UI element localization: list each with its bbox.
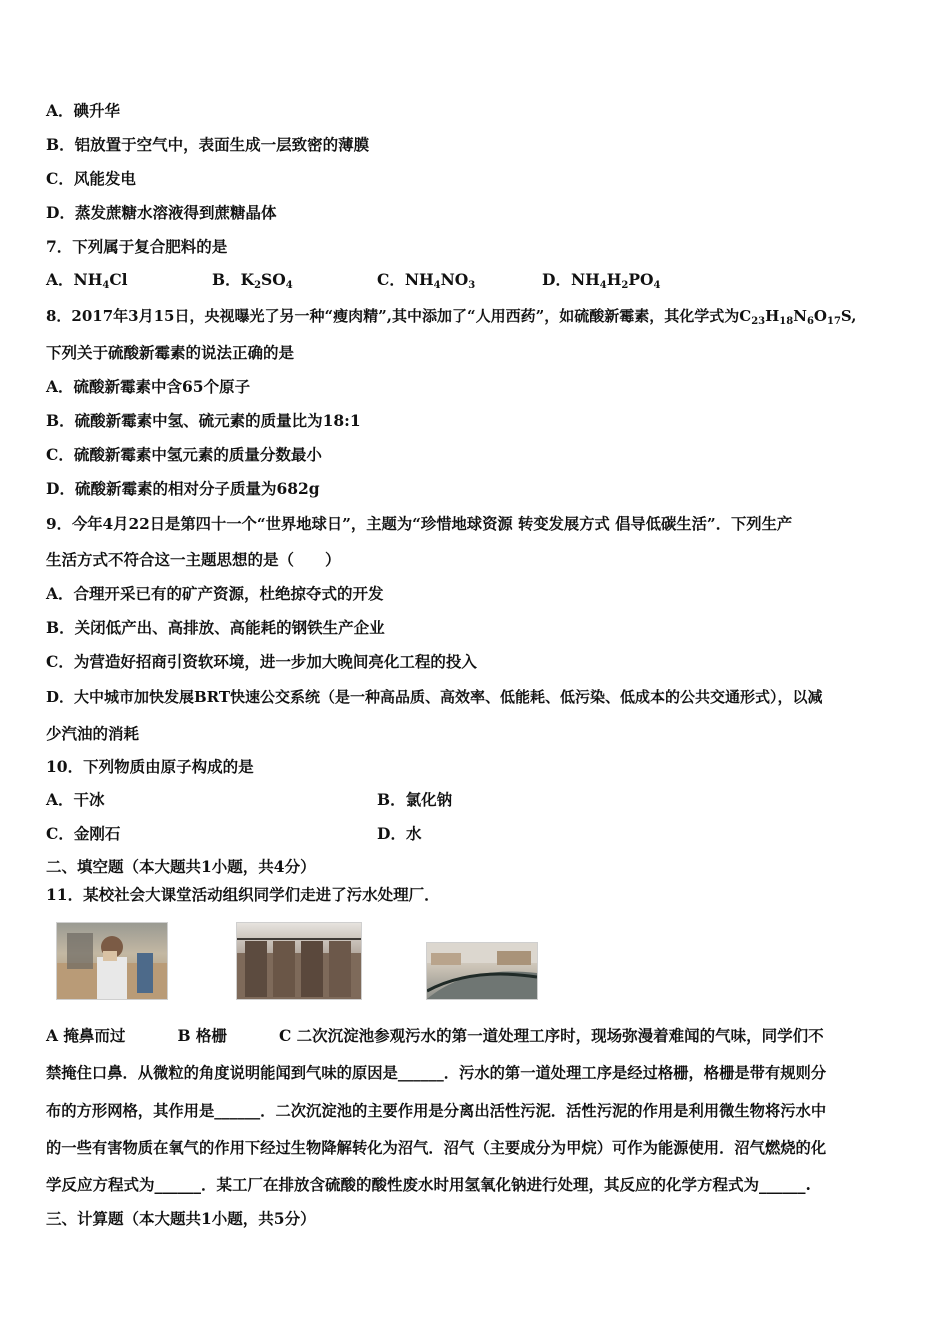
q7-option-c: C．$NH_4NO_3$ xyxy=(377,270,476,291)
photo-grille xyxy=(236,922,362,1000)
photo-caption-a: A 掩鼻而过 xyxy=(46,1026,126,1045)
q11-line-2: 禁掩住口鼻．从微粒的角度说明能闻到气味的原因是______．污水的第一道处理工序是经过格栅，格栅是带有规则分 xyxy=(46,1064,827,1082)
q10-option-b: B．氯化钠 xyxy=(377,790,453,809)
section-2-heading: 二、填空题（本大题共1小题，共4分） xyxy=(46,857,316,876)
q10-option-c: C．金刚石 xyxy=(46,824,121,843)
q6-option-c: C．风能发电 xyxy=(46,169,136,188)
person-illustration xyxy=(57,923,167,999)
q7-option-b: B．$K_2SO_4$ xyxy=(212,270,293,291)
q8-stem: 8．2017年3月15日，央视曝光了另一种“瘦肉精”,其中添加了“人用西药”，如硫酸新霉素，其化学式为$C_{23}H_{18}N_6O_{17}S$, xyxy=(46,307,857,327)
photo-caption-b: B 格栅 xyxy=(177,1026,227,1045)
q6-option-a: A．碘升华 xyxy=(46,101,121,120)
section-3-heading: 三、计算题（本大题共1小题，共5分） xyxy=(46,1209,316,1228)
q11-line-3: 布的方形网格，其作用是______．二次沉淀池的主要作用是分离出活性污泥．活性污泥的作用是利用微生物将污水中 xyxy=(46,1102,827,1120)
q10-option-a: A．干冰 xyxy=(46,790,105,809)
q8-option-d: D．硫酸新霉素的相对分子质量为682g xyxy=(46,479,320,498)
tank-illustration xyxy=(427,943,537,999)
q6-option-d: D．蒸发蔗糖水溶液得到蔗糖晶体 xyxy=(46,203,277,222)
grille-illustration xyxy=(237,923,361,999)
q8-option-b: B．硫酸新霉素中氢、硫元素的质量比为18:1 xyxy=(46,411,361,430)
q7-stem: 7．下列属于复合肥料的是 xyxy=(46,237,228,256)
q11-line-4: 的一些有害物质在氧气的作用下经过生物降解转化为沼气．沼气（主要成分为甲烷）可作为能源使用．沼气燃烧的化 xyxy=(46,1139,827,1157)
photo-cover-nose xyxy=(56,922,168,1000)
q11-line-1: A 掩鼻而过 B 格栅 C 二次沉淀池参观污水的第一道处理工序时，现场弥漫着难闻的气味，同学们不 xyxy=(46,1026,824,1045)
photo-sedimentation-tank xyxy=(426,942,538,1000)
q10-option-d: D．水 xyxy=(377,824,422,843)
q9-stem: 9．今年4月22日是第四十一个“世界地球日”，主题为“珍惜地球资源 转变发展方式 倡导低碳生活”．下列生产 xyxy=(46,515,793,533)
q9-option-a: A．合理开采已有的矿产资源，杜绝掠夺式的开发 xyxy=(46,584,384,603)
q8-option-a: A．硫酸新霉素中含65个原子 xyxy=(46,377,251,396)
q7-option-a: A．$NH_4Cl$ xyxy=(46,270,128,291)
q11-line-5: 学反应方程式为______．某工厂在排放含硫酸的酸性废水时用氢氧化钠进行处理，其反应的化学方程式为______. xyxy=(46,1175,811,1194)
q10-stem: 10．下列物质由原子构成的是 xyxy=(46,757,254,776)
q9-option-d-cont: 少汽油的消耗 xyxy=(46,724,140,743)
q8-stem-2: 下列关于硫酸新霉素的说法正确的是 xyxy=(46,343,295,362)
photo-caption-c: C 二次沉淀池 xyxy=(278,1026,375,1045)
q6-option-b: B．铝放置于空气中，表面生成一层致密的薄膜 xyxy=(46,135,370,154)
q9-option-b: B．关闭低产出、高排放、高能耗的钢铁生产企业 xyxy=(46,618,385,637)
q9-option-c: C．为营造好招商引资软环境，进一步加大晚间亮化工程的投入 xyxy=(46,652,477,671)
q7-option-d: D．$NH_4H_2PO_4$ xyxy=(542,270,661,291)
q11-stem: 11．某校社会大课堂活动组织同学们走进了污水处理厂． xyxy=(46,885,440,904)
q8-option-c: C．硫酸新霉素中氢元素的质量分数最小 xyxy=(46,445,322,464)
q9-option-d: D．大中城市加快发展BRT快速公交系统（是一种高品质、高效率、低能耗、低污染、低成本的公共交通形式），以减 xyxy=(46,688,823,706)
q9-stem-2: 生活方式不符合这一主题思想的是（ ） xyxy=(46,550,341,569)
